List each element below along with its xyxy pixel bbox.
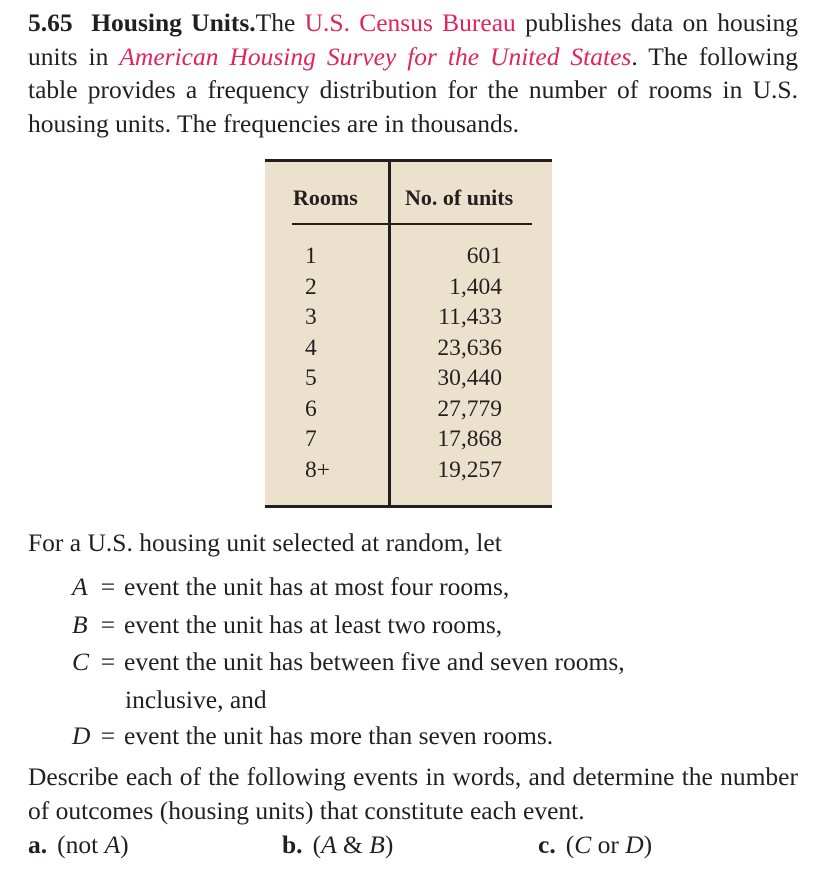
- part-close: ): [120, 830, 129, 859]
- table-body: [265, 241, 552, 485]
- question-text: Describe each of the following events in words, and determine the number of outcomes (housing units) that constitute each event.: [28, 762, 798, 825]
- part-b: [282, 830, 393, 860]
- lead-in-text: For a U.S. housing unit selected at random, let: [28, 528, 502, 557]
- units-cell: 23,636: [437, 334, 502, 361]
- event-definition-b: [72, 610, 625, 648]
- part-variable: D: [625, 830, 644, 859]
- part-variable: A: [104, 830, 121, 859]
- question-parts: [28, 830, 808, 864]
- event-variable: B: [72, 609, 88, 639]
- table-row: [265, 272, 552, 303]
- source-name: U.S. Census Bureau: [304, 8, 516, 37]
- part-label: c.: [538, 830, 556, 859]
- event-variable: D: [72, 720, 91, 750]
- table-top-rule: [265, 159, 552, 162]
- part-operator: or: [591, 830, 626, 859]
- rooms-cell: 3: [305, 304, 317, 330]
- intro-text-1: The: [255, 8, 305, 37]
- problem-intro: [28, 6, 798, 140]
- event-definition-c: [72, 647, 625, 685]
- event-definition-c-continuation: inclusive, and: [125, 684, 267, 714]
- rooms-cell: 5: [305, 365, 317, 391]
- part-open: (not: [57, 830, 105, 859]
- publication-title: American Housing Survey for the United States: [119, 41, 632, 71]
- rooms-cell: 1: [305, 243, 317, 269]
- event-variable: A: [72, 572, 88, 601]
- units-cell: 17,868: [437, 426, 502, 452]
- equals-sign: =: [100, 572, 116, 601]
- header-rooms: Rooms: [293, 185, 358, 210]
- units-cell: 601: [466, 243, 502, 269]
- part-label: a.: [28, 830, 48, 859]
- event-description: event the unit has between five and seven rooms,: [124, 647, 625, 676]
- table-row: [265, 302, 552, 333]
- rooms-cell: 4: [305, 334, 317, 361]
- table-row: [265, 363, 552, 394]
- table-row: [265, 455, 552, 486]
- table-row: [265, 394, 552, 425]
- equals-sign: =: [100, 647, 116, 676]
- part-variable: A: [321, 830, 337, 859]
- header-rule: [292, 223, 532, 225]
- part-a: [28, 830, 129, 860]
- part-label: b.: [282, 830, 303, 859]
- event-definition-a: [72, 572, 625, 610]
- table-row: [265, 424, 552, 455]
- part-c: [538, 830, 652, 860]
- part-close: ): [384, 830, 394, 859]
- rooms-cell: 2: [305, 273, 317, 300]
- equals-sign: =: [100, 609, 116, 639]
- header-units: No. of units: [405, 185, 514, 210]
- problem-number: 5.65: [28, 8, 73, 37]
- units-cell: 27,779: [437, 395, 502, 422]
- table-row: [265, 333, 552, 364]
- rooms-cell: 8+: [305, 456, 331, 483]
- part-open: (: [312, 830, 322, 859]
- rooms-cell: 7: [305, 426, 317, 452]
- part-open: (: [565, 830, 575, 859]
- part-variable: B: [369, 830, 385, 859]
- event-description: event the unit has more than seven rooms.: [124, 720, 554, 750]
- units-cell: 19,257: [437, 456, 502, 483]
- equals-sign: =: [100, 720, 116, 750]
- intro-text-2: publishes data on housing units in: [28, 8, 798, 71]
- table-bottom-rule: [265, 505, 552, 508]
- units-cell: 30,440: [437, 365, 502, 391]
- problem-title: Housing Units.: [91, 8, 256, 37]
- part-variable: C: [574, 830, 592, 859]
- frequency-table: [265, 159, 552, 508]
- event-description: event the unit has at most four rooms,: [124, 572, 510, 601]
- event-definitions: [72, 572, 625, 758]
- table-row: [265, 241, 552, 272]
- intro-text-3: . The following table provides a frequency distribution for the number of rooms in U.S. housing units. The frequencies are in thousands.: [28, 41, 798, 138]
- event-variable: C: [72, 647, 90, 676]
- event-description: event the unit has at least two rooms,: [124, 609, 503, 639]
- rooms-cell: 6: [305, 395, 317, 422]
- part-operator: &: [336, 830, 370, 859]
- part-close: ): [643, 830, 653, 859]
- units-cell: 11,433: [438, 304, 502, 330]
- event-definition-d: [72, 721, 625, 759]
- units-cell: 1,404: [449, 273, 502, 300]
